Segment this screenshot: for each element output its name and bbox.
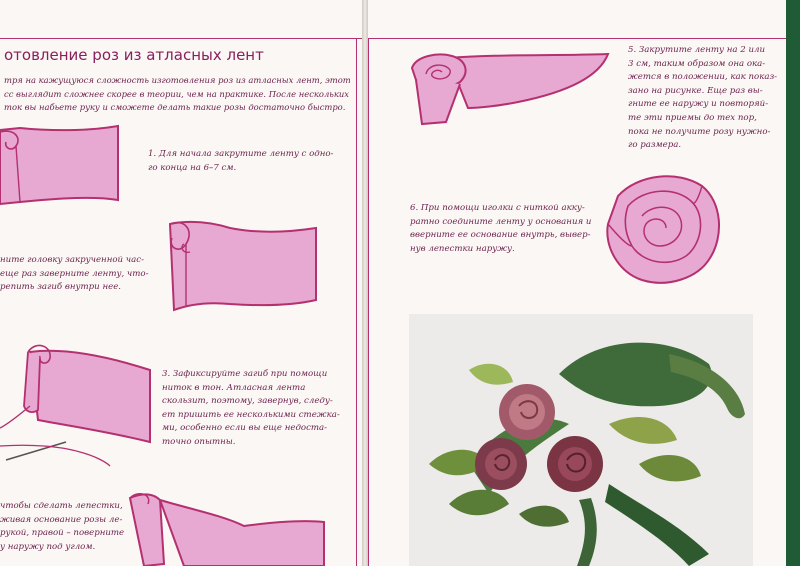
- top-rule: [368, 38, 786, 39]
- side-rule: [356, 38, 357, 566]
- ribbon-roses-photo: [409, 314, 753, 566]
- step-line: у наружу под углом.: [0, 541, 96, 552]
- step-line: вверните ее основание внутрь, вывер-: [410, 230, 591, 241]
- step-line: рукой, правой – поверните: [0, 528, 125, 539]
- ribbon-illustration-2: [160, 214, 320, 316]
- step-line: ми, особенно если вы еще недоста-: [162, 423, 328, 434]
- intro-line: сс выглядит сложнее скорее в теории, чем на практике. После нескольких: [4, 88, 349, 99]
- step-line: зано на рисунке. Еще раз вы-: [628, 85, 763, 96]
- rose-illustration: [598, 166, 728, 292]
- side-rule: [368, 38, 369, 566]
- ribbon-illustration-5: [408, 50, 618, 130]
- step-1-text: [148, 148, 333, 175]
- step-line: го конца на 6–7 см.: [148, 162, 237, 173]
- ribbon-illustration-3: [0, 334, 160, 474]
- step-line: скользит, поэтому, завернув, следу-: [162, 396, 333, 407]
- left-page: [0, 0, 362, 566]
- step-line: чтобы сделать лепестки,: [0, 501, 123, 511]
- step-line: живая основание розы ле-: [0, 514, 123, 525]
- photo-content: [409, 314, 753, 566]
- ribbon-illustration-1: [0, 118, 125, 208]
- page-edge-strip: [786, 0, 800, 566]
- step-line: го размера.: [628, 140, 682, 151]
- step-line: жется в положении, как показ-: [628, 72, 778, 83]
- step-line: 5. Закрутите ленту на 2 или: [628, 45, 766, 55]
- step-line: ратно соедините ленту у основания и: [410, 216, 592, 227]
- step-line: 3 см, таким образом она ока-: [628, 58, 766, 69]
- intro-text: [4, 74, 356, 115]
- step-line: 3. Зафиксируйте загиб при помощи: [162, 369, 328, 379]
- intro-line: тря на кажущуюся сложность изготовления роз из атласных лент, этот: [4, 75, 351, 85]
- step-5-text: [628, 44, 777, 153]
- top-rule: [0, 38, 362, 39]
- step-6-text: [410, 202, 591, 256]
- step-line: ниток в тон. Атласная лента: [162, 382, 306, 393]
- step-line: нув лепестки наружу.: [410, 243, 515, 254]
- intro-line: ток вы набьете руку и сможете делать такие розы достаточно быстро.: [4, 102, 346, 112]
- right-page: [368, 0, 800, 566]
- step-line: гните ее наружу и повторяй-: [628, 99, 769, 110]
- step-line: те эти приемы до тех пор,: [628, 112, 757, 123]
- step-line: ните головку закрученной час-: [0, 255, 144, 265]
- step-line: пока не получите розу нужно-: [628, 126, 771, 137]
- step-line: ет пришить ее несколькими стежка-: [162, 409, 340, 420]
- page-title: отовление роз из атласных лент: [4, 46, 264, 64]
- step-line: 6. При помощи иголки с ниткой акку-: [410, 203, 585, 213]
- step-2-text: [0, 254, 149, 295]
- step-line: репить загиб внутри нее.: [0, 282, 122, 293]
- step-line: точно опытны.: [162, 436, 236, 447]
- step-3-text: [162, 368, 340, 450]
- step-line: 1. Для начала закрутите ленту с одно-: [148, 149, 334, 159]
- step-line: еще раз заверните ленту, что-: [0, 268, 149, 279]
- ribbon-illustration-4: [124, 486, 334, 566]
- step-4-text: [0, 500, 124, 554]
